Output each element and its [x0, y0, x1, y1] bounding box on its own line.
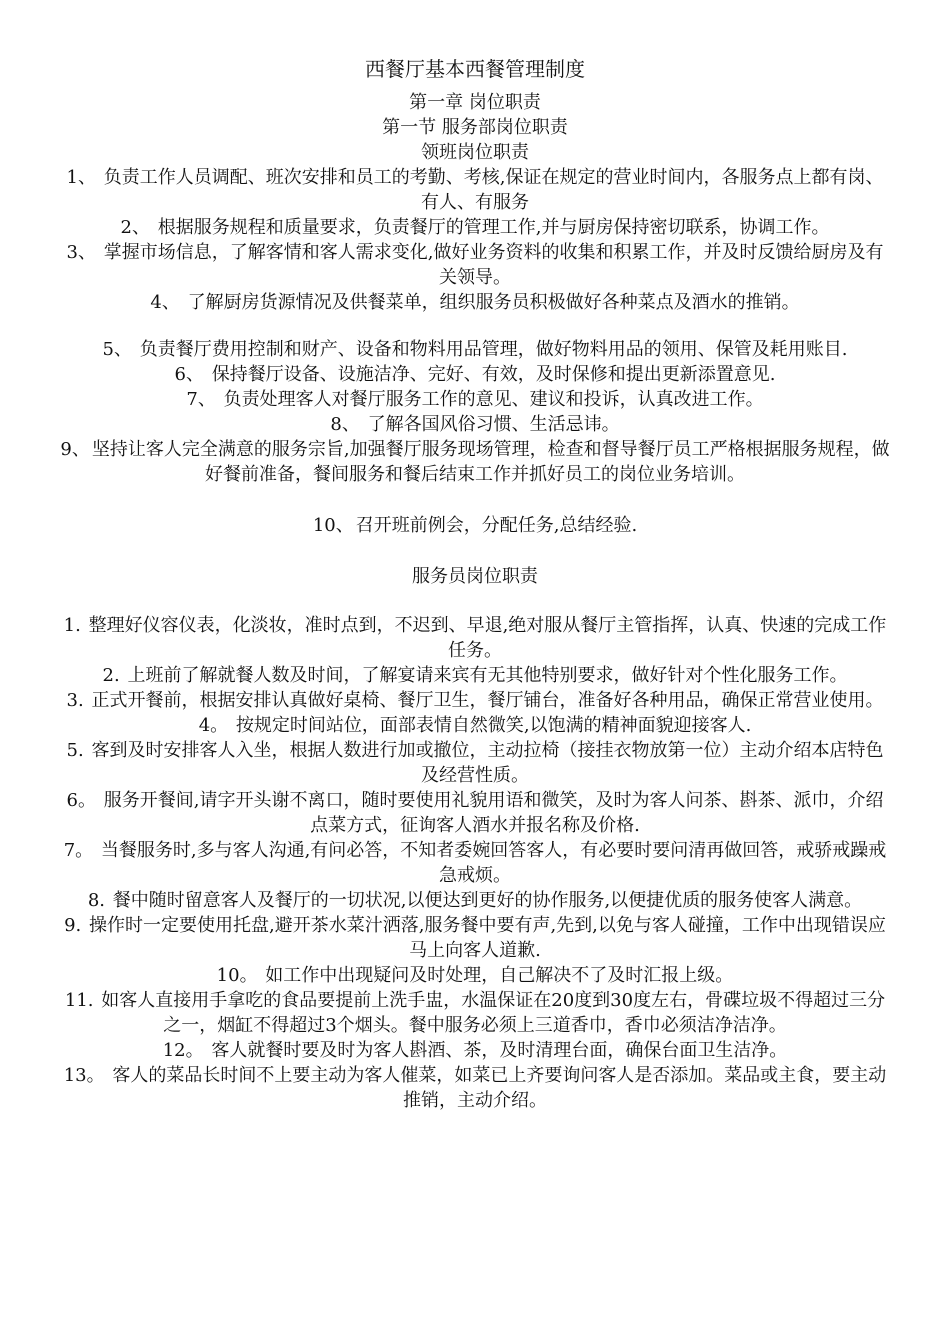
- leader-duties-heading: 领班岗位职责: [421, 142, 529, 163]
- list-item: [58, 240, 892, 290]
- list-item: [58, 613, 892, 663]
- item-text: 负责工作人员调配、班次安排和员工的考勤、考核,保证在规定的营业时间内，各服务点上都有岗、有人、有服务: [98, 167, 884, 213]
- list-item: [58, 362, 892, 387]
- item-text: 如工作中出现疑问及时处理，自己解决不了及时汇报上级。: [259, 965, 734, 986]
- item-number: 4、: [150, 292, 180, 313]
- item-text: 正式开餐前，根据安排认真做好桌椅、餐厅卫生，餐厅铺台，准备好各种用品，确保正常营业使用。: [85, 690, 884, 711]
- list-item: [58, 663, 892, 688]
- item-number: 6。: [66, 790, 96, 811]
- item-number: 8.: [87, 890, 105, 911]
- chapter-heading: 第一章 岗位职责: [409, 92, 541, 113]
- item-text: 坚持让客人完全满意的服务宗旨,加强餐厅服务现场管理，检查和督导餐厅员工严格根据服务规程，做好餐前准备，餐间服务和餐后结束工作并抓好员工的岗位业务培训。: [91, 439, 890, 485]
- waiter-duties-list: [58, 613, 892, 1113]
- item-number: 8、: [330, 414, 360, 435]
- list-item: [58, 788, 892, 838]
- item-number: 7、: [186, 389, 216, 410]
- item-text: 了解厨房货源情况及供餐菜单，组织服务员积极做好各种菜点及酒水的推销。: [181, 292, 800, 313]
- list-item: [58, 513, 892, 538]
- waiter-duties-heading: 服务员岗位职责: [412, 566, 538, 587]
- item-number: 9、: [60, 439, 90, 460]
- list-item: [58, 165, 892, 215]
- list-item: [58, 988, 892, 1038]
- list-item: [58, 290, 892, 315]
- item-number: 7。: [63, 840, 94, 861]
- item-number: 12。: [162, 1040, 204, 1061]
- item-text: 按规定时间站位，面部表情自然微笑,以饱满的精神面貌迎接客人.: [230, 715, 752, 736]
- list-item: [58, 738, 892, 788]
- item-text: 如客人直接用手拿吃的食品要提前上洗手盅，水温保证在20度到30度左右，骨碟垃圾不得超过三分之一，烟缸不得超过3个烟头。餐中服务必须上三道香巾，香巾必须洁净洁净。: [95, 990, 886, 1036]
- list-item: [58, 888, 892, 913]
- item-number: 3、: [66, 242, 96, 263]
- item-text: 掌握市场信息，了解客情和客人需求变化,做好业务资料的收集和积累工作，并及时反馈给厨房及有关领导。: [98, 242, 884, 288]
- spacer: [58, 538, 892, 564]
- list-item: [58, 215, 892, 240]
- item-text: 餐中随时留意客人及餐厅的一切状况,以便达到更好的协作服务,以便捷优质的服务使客人满意。: [107, 890, 863, 911]
- item-text: 召开班前例会，分配任务,总结经验.: [355, 515, 638, 536]
- item-number: 4。: [198, 715, 229, 736]
- item-text: 整理好仪容仪表，化淡妆，准时点到，不迟到、早退,绝对服从餐厅主管指挥，认真、快速的完成工作任务。: [82, 615, 887, 661]
- list-item: [58, 1063, 892, 1113]
- spacer: [58, 487, 892, 513]
- document-title: 西餐厅基本西餐管理制度: [365, 57, 585, 81]
- item-text: 客人的菜品长时间不上要主动为客人催菜，如菜已上齐要询问客人是否添加。菜品或主食，要主动推销，主动介绍。: [106, 1065, 887, 1111]
- item-number: 10。: [216, 965, 258, 986]
- section-heading: 第一节 服务部岗位职责: [382, 117, 568, 138]
- list-item: [58, 1038, 892, 1063]
- item-text: 根据服务规程和质量要求，负责餐厅的管理工作,并与厨房保持密切联系，协调工作。: [152, 217, 830, 238]
- item-number: 1.: [63, 615, 81, 636]
- list-item: [58, 838, 892, 888]
- item-number: 11.: [64, 990, 94, 1011]
- item-number: 6、: [174, 364, 204, 385]
- item-number: 5、: [102, 339, 132, 360]
- item-text: 负责处理客人对餐厅服务工作的意见、建议和投诉，认真改进工作。: [217, 389, 764, 410]
- item-number: 3.: [66, 690, 84, 711]
- item-number: 10、: [312, 515, 354, 536]
- item-text: 客到及时安排客人入坐，根据人数进行加或撤位，主动拉椅（接挂衣物放第一位）主动介绍本店特色及经营性质。: [85, 740, 884, 786]
- item-number: 1、: [66, 167, 96, 188]
- item-text: 保持餐厅设备、设施洁净、完好、有效，及时保修和提出更新添置意见.: [206, 364, 776, 385]
- spacer: [58, 315, 892, 337]
- item-number: 2.: [102, 665, 120, 686]
- list-item: [58, 412, 892, 437]
- item-number: 2、: [120, 217, 150, 238]
- item-text: 当餐服务时,多与客人沟通,有问必答，不知者委婉回答客人，有必要时要问清再做回答，戒骄戒躁戒急戒烦。: [95, 840, 887, 886]
- list-item: [58, 963, 892, 988]
- item-number: 13。: [63, 1065, 105, 1086]
- item-number: 9.: [64, 915, 82, 936]
- item-text: 上班前了解就餐人数及时间，了解宴请来宾有无其他特别要求，做好针对个性化服务工作。: [121, 665, 848, 686]
- list-item: [58, 913, 892, 963]
- list-item: [58, 713, 892, 738]
- list-item: [58, 337, 892, 362]
- item-number: 5.: [66, 740, 84, 761]
- item-text: 了解各国风俗习惯、生活忌讳。: [361, 414, 620, 435]
- item-text: 操作时一定要使用托盘,避开茶水菜汁洒落,服务餐中要有声,先到,以免与客人碰撞，工作中出现错误应马上向客人道歉.: [83, 915, 886, 961]
- item-text: 负责餐厅费用控制和财产、设备和物料用品管理，做好物料用品的领用、保管及耗用账目.: [134, 339, 848, 360]
- list-item: [58, 387, 892, 412]
- item-text: 客人就餐时要及时为客人斟酒、茶，及时清理台面，确保台面卫生洁净。: [205, 1040, 788, 1061]
- list-item: [58, 688, 892, 713]
- spacer: [58, 589, 892, 613]
- leader-duties-list: [58, 165, 892, 538]
- item-text: 服务开餐间,请字开头谢不离口，随时要使用礼貌用语和微笑，及时为客人问茶、斟茶、派巾，介绍点菜方式，征询客人酒水并报名称及价格.: [98, 790, 884, 836]
- list-item: [58, 437, 892, 487]
